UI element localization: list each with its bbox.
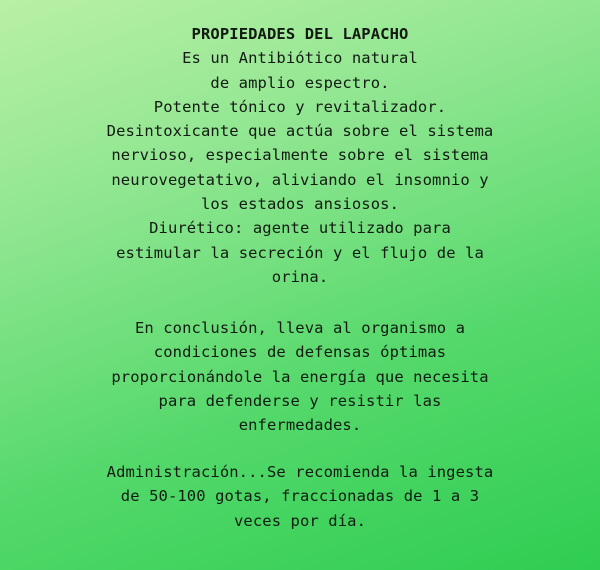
properties-line: de amplio espectro.	[210, 73, 390, 92]
properties-line: estimular la secreción y el flujo de la	[116, 243, 484, 262]
administration-section	[0, 460, 600, 533]
conclusion-line: enfermedades.	[238, 416, 362, 435]
properties-line: orina.	[271, 267, 329, 286]
properties-line: Es un Antibiótico natural	[182, 49, 418, 68]
page-title: PROPIEDADES DEL LAPACHO	[191, 25, 409, 43]
properties-line: nervioso, especialmente sobre el sistema	[111, 146, 489, 165]
properties-line: Desintoxicante que actúa sobre el sistema	[106, 122, 494, 141]
properties-line: los estados ansiosos.	[200, 195, 400, 214]
administration-line: Administración...Se recomienda la ingesta	[106, 463, 494, 481]
conclusion-line: para defenderse y resistir las	[158, 391, 442, 410]
properties-line: Diurético: agente utilizado para	[149, 219, 451, 238]
administration-line: veces por día.	[233, 511, 367, 530]
conclusion-section	[0, 316, 600, 437]
properties-section	[0, 22, 600, 289]
administration-line: de 50-100 gotas, fraccionadas de 1 a 3	[120, 487, 480, 506]
conclusion-line: proporcionándole la energía que necesita	[111, 367, 489, 386]
conclusion-line: condiciones de defensas óptimas	[153, 343, 447, 362]
properties-line: neurovegetativo, aliviando el insomnio y	[111, 170, 489, 189]
properties-line: Potente tónico y revitalizador.	[153, 97, 447, 116]
conclusion-line: En conclusión, lleva al organismo a	[134, 319, 466, 337]
